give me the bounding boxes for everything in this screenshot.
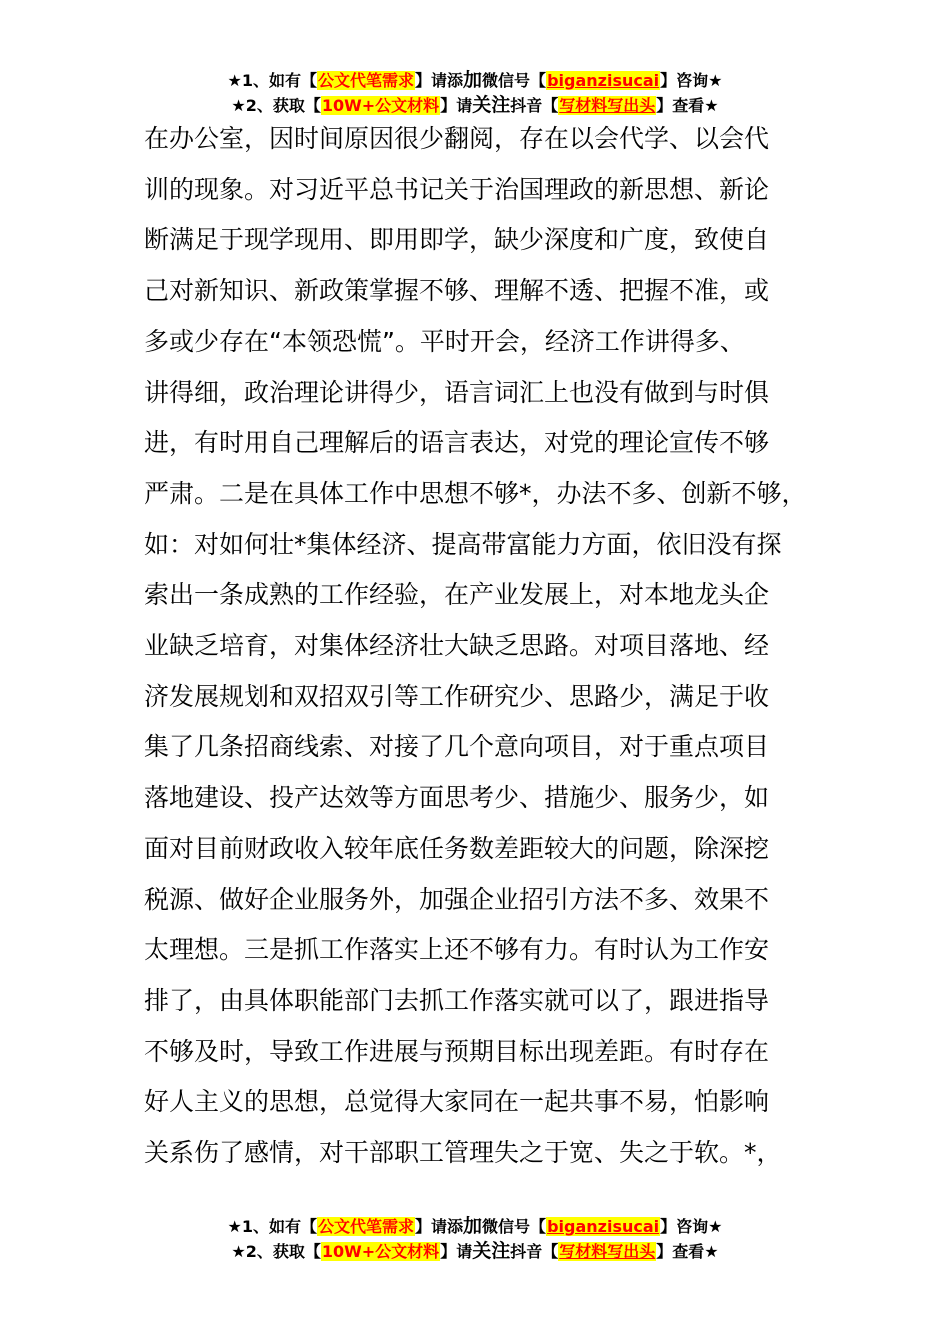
body-line: 税源、做好企业服务外，加强企业招引方法不多、效果不 <box>144 884 770 914</box>
footer-line-1-mid-a: 】请添 <box>415 1217 464 1236</box>
body-line: 索出一条成熟的工作经验，在产业发展上，对本地龙头企 <box>144 580 770 610</box>
banner-line-2-mid-a: 】请 <box>440 96 473 115</box>
banner-line-2-prefix: ★2、获取【 <box>231 96 321 115</box>
banner-line-1-mid-b: 加 <box>463 69 483 91</box>
banner-line-1-mid-a: 】请添 <box>415 71 464 90</box>
banner-line-2-suffix: 】查看★ <box>656 96 719 115</box>
footer-line-1-prefix: ★1、如有【 <box>227 1217 317 1236</box>
banner-highlight-materials: 10W+公文材料 <box>321 96 440 115</box>
body-line: 太理想。三是抓工作落实上还不够有力。有时认为工作安 <box>144 935 770 965</box>
body-line: 好人主义的思想，总觉得大家同在一起共事不易，怕影响 <box>144 1087 770 1117</box>
banner-highlight-service: 公文代笔需求 <box>318 71 415 90</box>
body-line: 不够及时，导致工作进展与预期目标出现差距。有时存在 <box>144 1036 770 1066</box>
banner-line-1 <box>0 68 950 93</box>
body-line: 讲得细，政治理论讲得少，语言词汇上也没有做到与时俱 <box>144 377 770 407</box>
footer-line-2-mid-c: 抖音【 <box>510 1242 559 1261</box>
footer-line-2-suffix: 】查看★ <box>656 1242 719 1261</box>
footer-highlight-materials: 10W+公文材料 <box>321 1242 440 1261</box>
banner-line-1-mid-c: 微信号【 <box>482 71 547 90</box>
body-line: 集了几条招商线索、对接了几个意向项目，对于重点项目 <box>144 732 770 762</box>
footer-line-2-mid-b: 关注 <box>472 1240 511 1262</box>
banner-wechat-id[interactable]: biganzisucai <box>547 71 660 90</box>
footer-line-2-prefix: ★2、获取【 <box>231 1242 321 1261</box>
body-line: 在办公室，因时间原因很少翻阅，存在以会代学、以会代 <box>144 124 770 153</box>
footer-line-1-suffix: 】咨询★ <box>660 1217 723 1236</box>
footer-banner <box>0 1214 950 1264</box>
body-line: 训的现象。对习近平总书记关于治国理政的新思想、新论 <box>144 174 770 204</box>
body-line: 业缺乏培育，对集体经济壮大缺乏思路。对项目落地、经 <box>144 631 770 661</box>
footer-wechat-id[interactable]: biganzisucai <box>547 1217 660 1236</box>
body-line: 严肃。二是在具体工作中思想不够*，办法不多、创新不够， <box>144 478 807 508</box>
body-line: 多或少存在“本领恐慌”。平时开会，经济工作讲得多、 <box>144 326 745 356</box>
body-line: 如：对如何壮*集体经济、提高带富能力方面，依旧没有探 <box>144 529 782 559</box>
footer-line-1-mid-c: 微信号【 <box>482 1217 547 1236</box>
footer-highlight-service: 公文代笔需求 <box>318 1217 415 1236</box>
body-line: 济发展规划和双招双引等工作研究少、思路少，满足于收 <box>144 681 770 711</box>
footer-banner-line-2 <box>0 1239 950 1264</box>
body-line: 关系伤了感情，对干部职工管理失之于宽、失之于软。*， <box>144 1138 782 1168</box>
banner-line-1-prefix: ★1、如有【 <box>227 71 317 90</box>
body-line: 己对新知识、新政策掌握不够、理解不透、把握不准，或 <box>144 276 770 306</box>
banner-line-2-mid-b: 关注 <box>472 94 511 116</box>
body-line: 断满足于现学现用、即用即学，缺少深度和广度，致使自 <box>144 225 770 255</box>
banner-line-2-mid-c: 抖音【 <box>510 96 559 115</box>
body-line: 面对目前财政收入较年底任务数差距较大的问题，除深挖 <box>144 833 770 863</box>
body-line: 落地建设、投产达效等方面思考少、措施少、服务少，如 <box>144 783 770 813</box>
body-line: 排了，由具体职能部门去抓工作落实就可以了，跟进指导 <box>144 985 770 1015</box>
document-body <box>144 114 834 1179</box>
banner-douyin-account[interactable]: 写材料写出头 <box>559 96 656 115</box>
footer-banner-line-1 <box>0 1214 950 1239</box>
header-banner <box>0 68 950 118</box>
banner-line-1-suffix: 】咨询★ <box>660 71 723 90</box>
footer-line-2-mid-a: 】请 <box>440 1242 473 1261</box>
footer-line-1-mid-b: 加 <box>463 1215 483 1237</box>
body-line: 进，有时用自己理解后的语言表达，对党的理论宣传不够 <box>144 428 770 458</box>
footer-douyin-account[interactable]: 写材料写出头 <box>559 1242 656 1261</box>
